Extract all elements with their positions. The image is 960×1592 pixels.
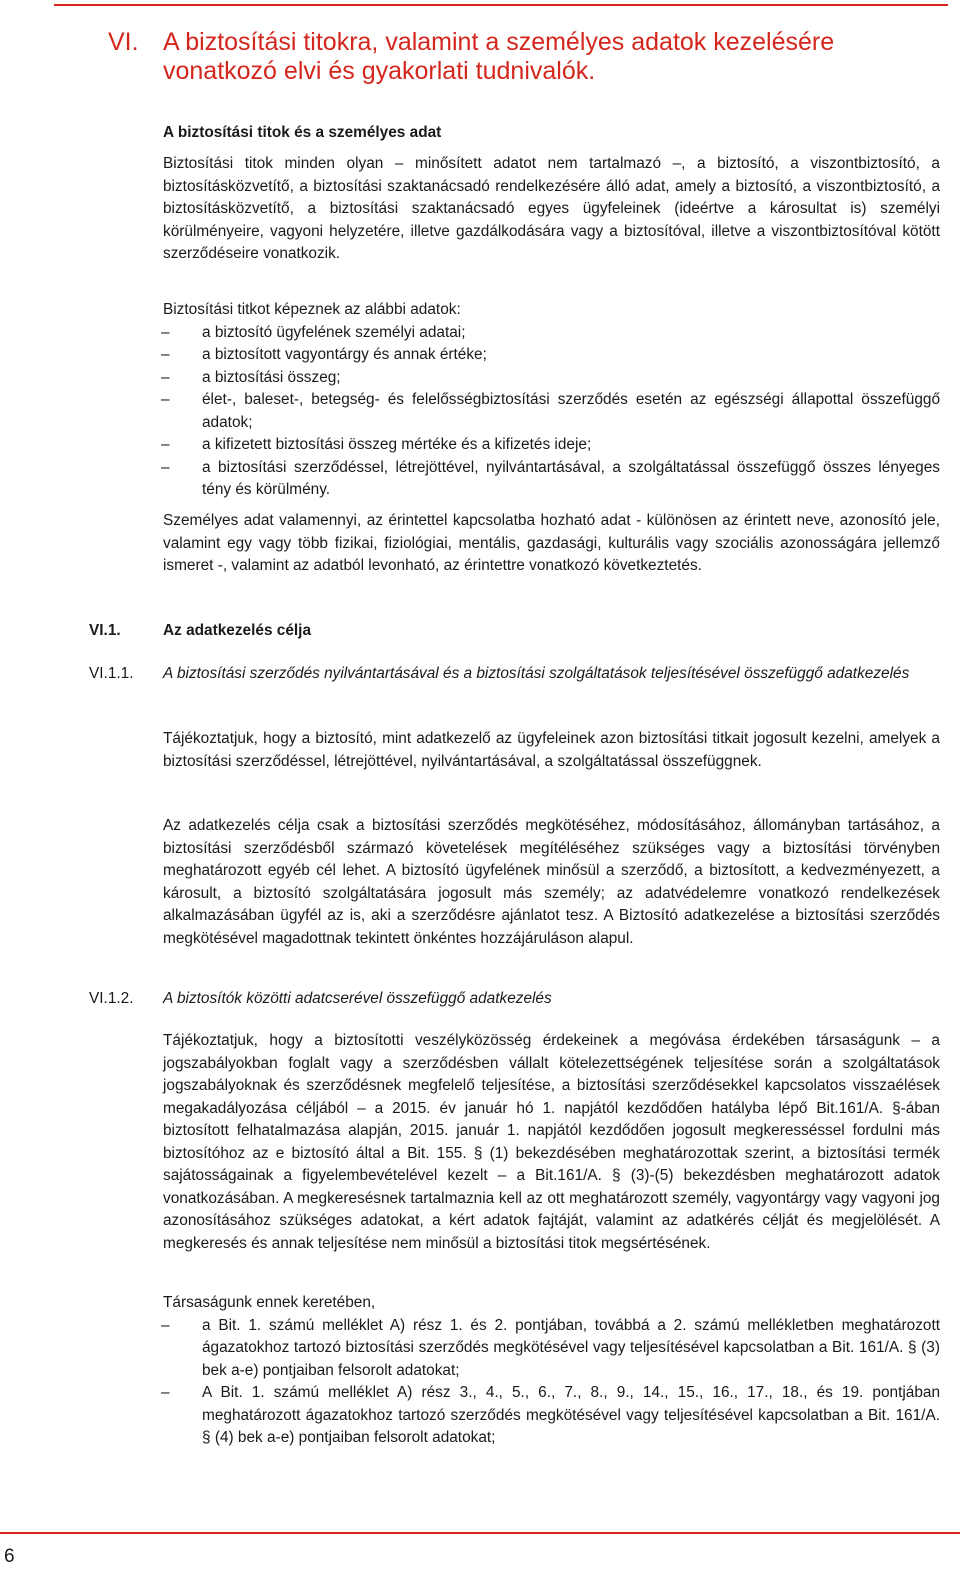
list-item: – A Bit. 1. számú melléklet A) rész 3., 4., 5., 6., 7., 8., 9., 14., 15., 16., 17., 18., és 19. pontjában meghatározott ágazatokhoz tartozó szerződés megkötésével vagy teljesítésével kapcsolatban a Bit. 161/A. § (4) bek a-e) pontjaiban felsorolt adatokat;: [163, 1382, 940, 1450]
paragraph-insurance-secret: Biztosítási titok minden olyan – minősített adatot nem tartalmazó –, a biztosító, a viszontbiztosító, a biztosításközvetítő, a biztosítási szaktanácsadó rendelkezésére álló adat, amely a biztosító, a viszontbiztosító, a biztosításközvetítő, a biztosítási szaktanácsadó egyes ügyfeleinek (ideértve a károsultat is) személyi körülményeire, vagyoni helyzetére, illetve gazdálkodására vagy a biztosítóval, illetve a viszontbiztosítóval kötött szerződéseire vonatkozik.: [163, 155, 940, 262]
top-rule: [54, 4, 948, 6]
data-exchange-list-intro: Társaságunk ennek keretében,: [163, 1294, 376, 1311]
section-title-vi12: A biztosítók közötti adatcserével összefüggő adatkezelés: [163, 990, 552, 1007]
section-number-vi1: VI.1.: [89, 622, 121, 639]
list-item: – élet-, baleset-, betegség- és felelősségbiztosítási szerződés esetén az egészségi állapottal összefüggő adatok;: [163, 389, 940, 434]
paragraph-vi12-1: Tájékoztatjuk, hogy a biztosítotti veszélyközösség érdekeinek a megóvása érdekében társaságunk – a jogszabályokban foglalt vagy a szerződésben vállalt kötelezettségének teljesítése során a szolgáltatások jogszabályoknak és szerződésnek megfelelő teljesítése, a biztosítási szerződésekkel kapcsolatos visszaélések megakadályozása céljából – a 2015. év január hó 1. napjától kezdődően hatályba lépő Bit.161/A. §-ában biztosított felhatalmazása alapján, 2015. január 1. napjától kezdődően jogosult megkeresséssel fordulni más biztosítóhoz az e biztosító által a Bit. 155. § (1) bekezdésében meghatározottak szerint, a biztosítási termék sajátosságainak a figyelembevételével kezelt – a Bit.161/A. § (3)-(5) bekezdésben meghatározott adatok vonatkozásában. A megkeresésnek tartalmaznia kell az ott meghatározott személy, vagyontárgy vagy vagyoni jog azonosításához szükséges adatokat, a kért adatok fajtáját, valamint az adatkérés célját és megjelölését. A megkeresés és annak teljesítése nem minősül a biztosítási titok megsértésének.: [163, 1032, 940, 1252]
list-item: – a biztosított vagyontárgy és annak értéke;: [163, 344, 940, 367]
page-number: 6: [4, 1546, 15, 1567]
secret-list: [163, 322, 940, 502]
section-number-vi12: VI.1.2.: [89, 990, 134, 1007]
data-exchange-list: [163, 1315, 940, 1450]
secret-list-block: [163, 299, 940, 502]
paragraph-vi11-1: Tájékoztatjuk, hogy a biztosító, mint adatkezelő az ügyfeleinek azon biztosítási titkait jogosult kezelni, amelyek a biztosítási szerződéssel, létrejöttével, nyilvántartásával, a szolgáltatással összefüggnek.: [163, 730, 940, 770]
chapter-number: VI.: [108, 28, 139, 56]
paragraph-personal-data: Személyes adat valamennyi, az érintettel kapcsolatba hozható adat - különösen az érintett neve, azonosító jele, valamint egy vagy több fizikai, fiziológiai, mentális, gazdasági, kulturális vagy szociális azonosságára jellemző ismeret -, valamint az adatból levonható, az érintettre vonatkozó következtetés.: [163, 512, 940, 574]
list-item: – a biztosítási szerződéssel, létrejöttével, nyilvántartásával, a szolgáltatással összefüggő összes lényeges tény és körülmény.: [163, 457, 940, 502]
list-item: – a kifizetett biztosítási összeg mértéke és a kifizetés ideje;: [163, 434, 940, 457]
list-item: – a Bit. 1. számú melléklet A) rész 1. és 2. pontjában, továbbá a 2. számú mellékletben meghatározott ágazatokhoz tartozó biztosítási szerződés megkötésével vagy teljesítésével kapcsolatban a Bit. 161/A. § (3) bek a-e) pontjaiban felsorolt adatokat;: [163, 1315, 940, 1383]
paragraph-vi11-2: Az adatkezelés célja csak a biztosítási szerződés megkötéséhez, módosításához, állományban tartásához, a biztosítási szerződésből származó követelések megítéléséhez szükséges vagy a biztosítási törvényben meghatározott egyéb cél lehet. A biztosító ügyfelének minősül a szerződő, a biztosított, a kedvezményezett, a károsult, a biztosító szolgáltatására jogosult más személy; az adatvédelemre vonatkozó rendelkezések alkalmazásában ügyfél az is, aki a szerződésre ajánlatot tesz. A Biztosító adatkezelése a biztosítási szerződés megkötésével magadottnak tekintett önkéntes hozzájáruláson alapul.: [163, 817, 940, 947]
list-item: – a biztosító ügyfelének személyi adatai;: [163, 322, 940, 345]
list-item: – a biztosítási összeg;: [163, 367, 940, 390]
data-exchange-list-block: [163, 1292, 940, 1450]
section-title-vi1: Az adatkezelés célja: [163, 622, 312, 639]
chapter-title: A biztosítási titokra, valamint a személyes adatok kezelésére vonatkozó elvi és gyakorlati tudnivalók.: [163, 28, 835, 85]
section-title-vi11: A biztosítási szerződés nyilvántartásával és a biztosítási szolgáltatások teljesítésével összefüggő adatkezelés: [163, 665, 910, 682]
section-heading-intro: A biztosítási titok és a személyes adat: [163, 124, 442, 141]
secret-list-intro: Biztosítási titkot képeznek az alábbi adatok:: [163, 301, 461, 318]
section-number-vi11: VI.1.1.: [89, 665, 134, 682]
bottom-rule: [0, 1532, 960, 1534]
